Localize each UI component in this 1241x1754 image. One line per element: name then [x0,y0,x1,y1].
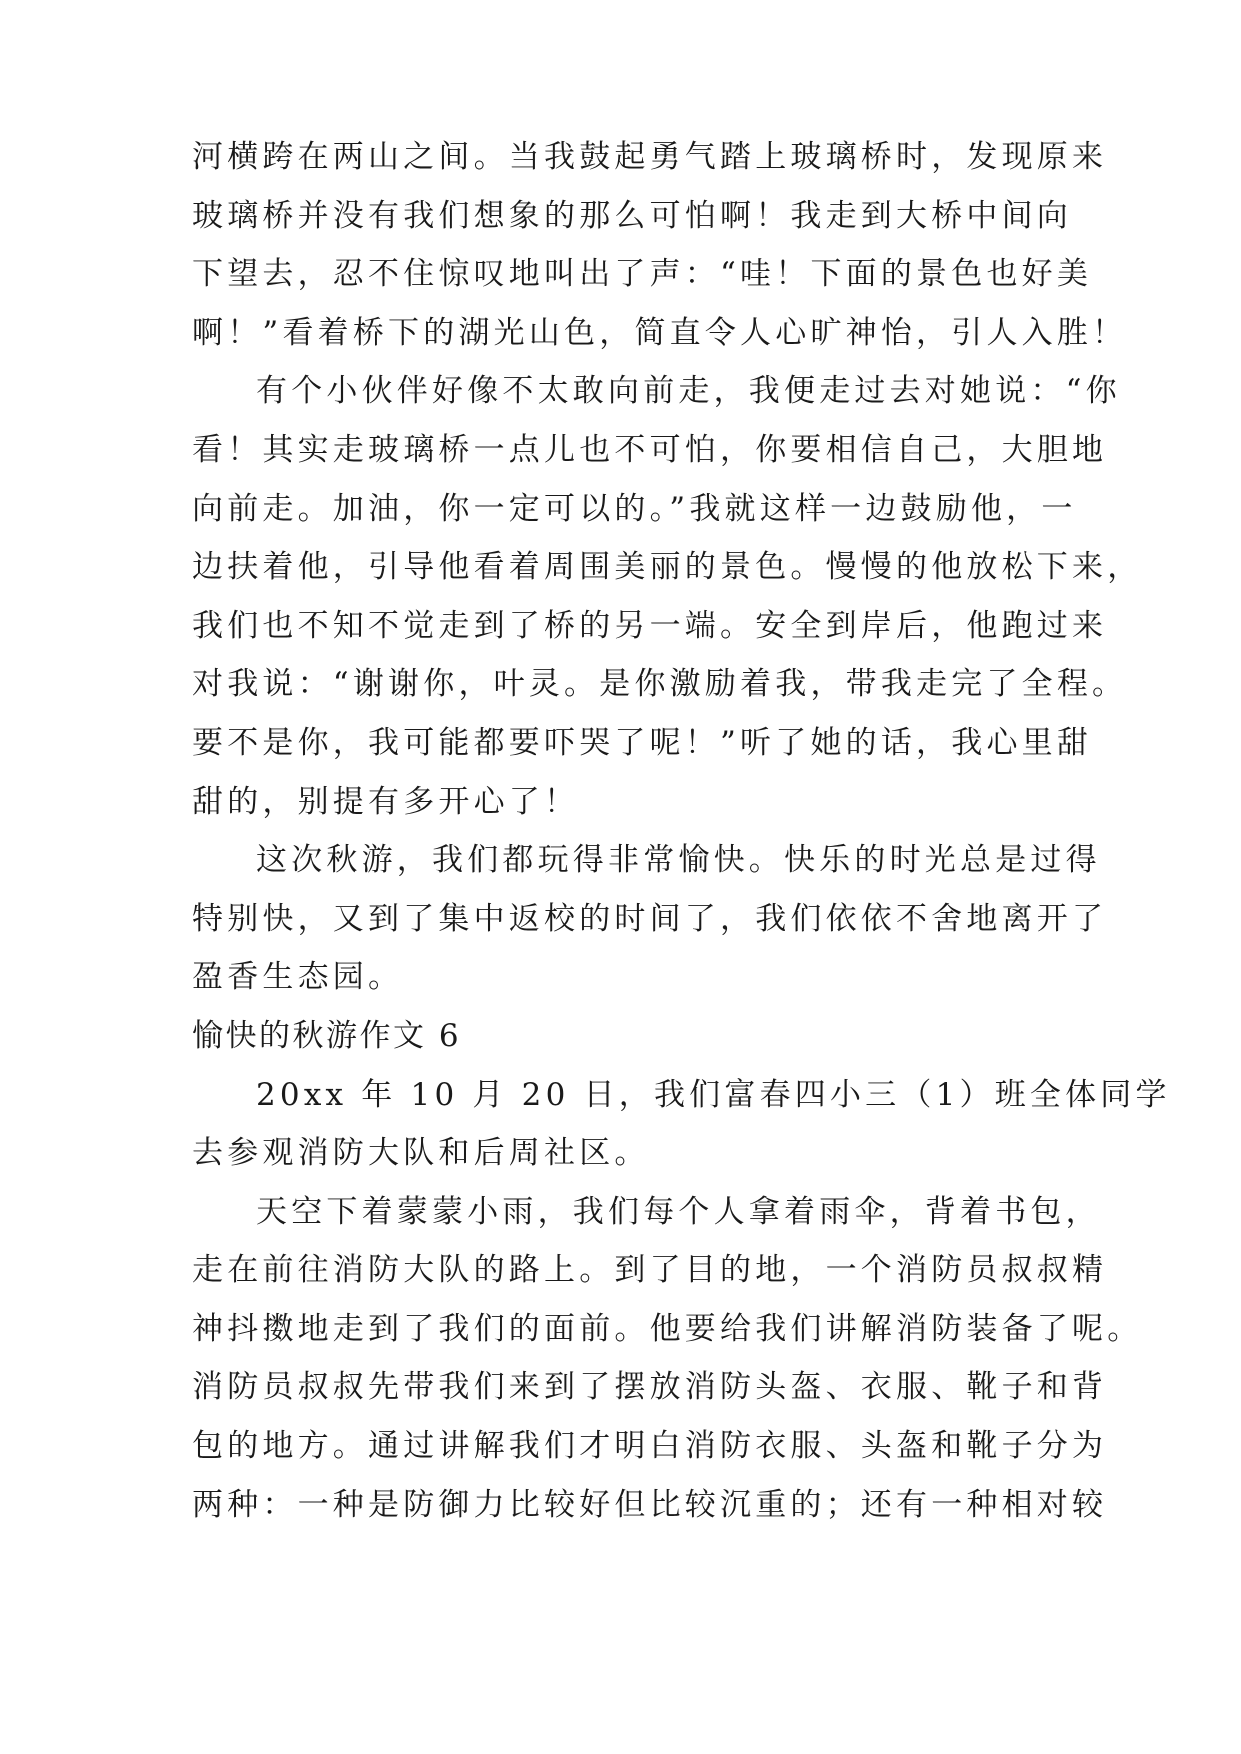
essay-body [192,128,1171,1534]
paragraph-line: 下望去，忍不住惊叹地叫出了声：“哇！下面的景色也好美 [192,256,1093,293]
paragraph-line: 天空下着蒙蒙小雨，我们每个人拿着雨伞，背着书包， [256,1193,1101,1230]
paragraph-line: 包的地方。通过讲解我们才明白消防衣服、头盔和靴子分为 [192,1428,1108,1465]
paragraph-line: 啊！”看着桥下的湖光山色，简直令人心旷神怡，引人入胜！ [192,314,1128,351]
paragraph-line: 去参观消防大队和后周社区。 [192,1135,650,1172]
paragraph-line: 20xx 年 10 月 20 日，我们富春四小三（1）班全体同学 [256,1076,1171,1113]
paragraph-line: 向前走。加油，你一定可以的。”我就这样一边鼓励他，一 [192,490,1077,527]
paragraph-line: 消防员叔叔先带我们来到了摆放消防头盔、衣服、靴子和背 [192,1369,1108,1406]
paragraph-line: 特别快，又到了集中返校的时间了，我们依依不舍地离开了 [192,900,1108,937]
paragraph-line: 盈香生态园。 [192,959,404,996]
paragraph-line: 走在前往消防大队的路上。到了目的地，一个消防员叔叔精 [192,1252,1108,1289]
paragraph-line: 这次秋游，我们都玩得非常愉快。快乐的时光总是过得 [256,842,1101,879]
paragraph-line: 边扶着他，引导他看着周围美丽的景色。慢慢的他放松下来， [192,549,1143,586]
paragraph-line: 看！其实走玻璃桥一点儿也不可怕，你要相信自己，大胆地 [192,431,1108,468]
paragraph-line: 两种：一种是防御力比较好但比较沉重的；还有一种相对较 [192,1486,1108,1523]
paragraph-line: 有个小伙伴好像不太敢向前走，我便走过去对她说：“你 [256,373,1121,410]
paragraph-line: 玻璃桥并没有我们想象的那么可怕啊！我走到大桥中间向 [192,197,1072,234]
paragraph-line: 甜的，别提有多开心了！ [192,783,580,820]
paragraph-line: 要不是你，我可能都要吓哭了呢！”听了她的话，我心里甜 [192,724,1093,761]
paragraph-line: 对我说：“谢谢你，叶灵。是你激励着我，带我走完了全程。 [192,666,1128,703]
paragraph-line: 河横跨在两山之间。当我鼓起勇气踏上玻璃桥时，发现原来 [192,139,1108,175]
paragraph-line: 神抖擞地走到了我们的面前。他要给我们讲解消防装备了呢。 [192,1310,1143,1347]
paragraph-line: 我们也不知不觉走到了桥的另一端。安全到岸后，他跑过来 [192,607,1108,644]
section-heading: 愉快的秋游作文 6 [192,1017,462,1054]
